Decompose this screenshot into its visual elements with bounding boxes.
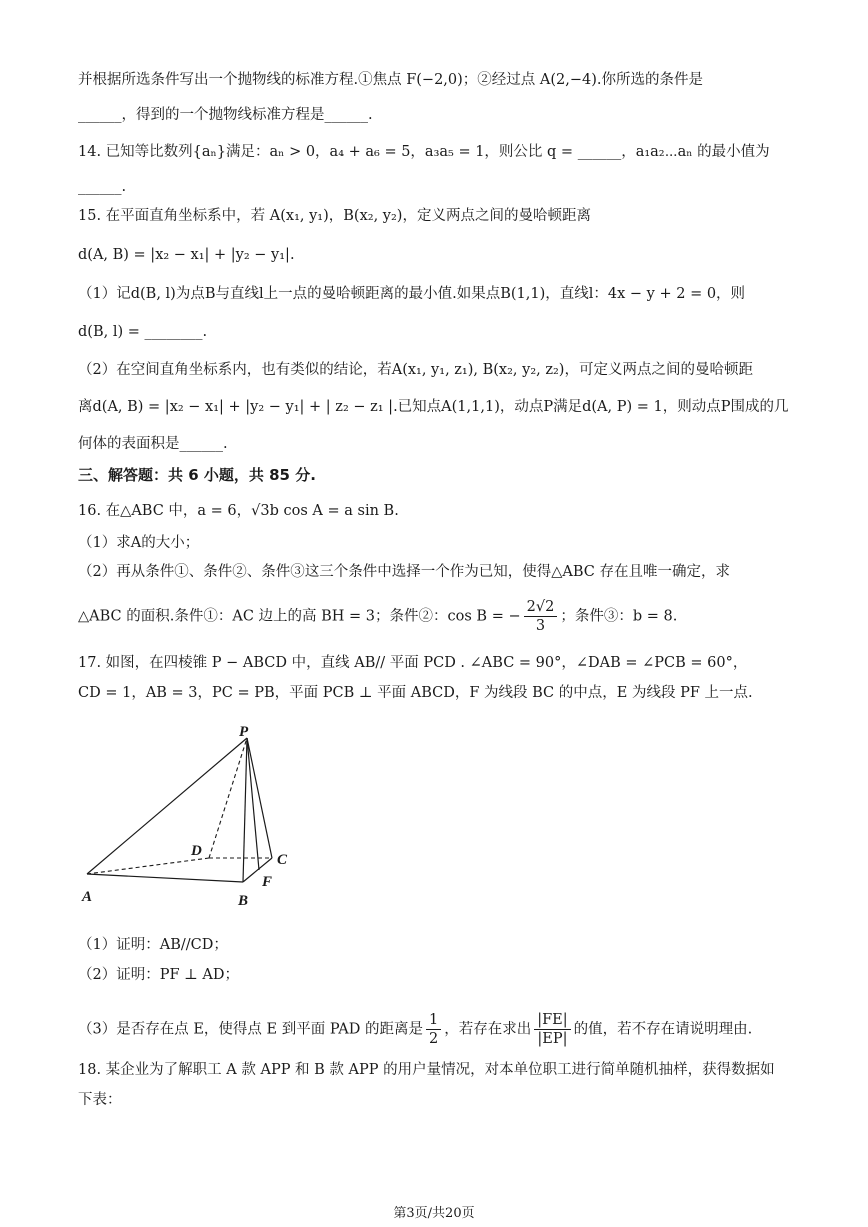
text-line: （1）记d(B, l)为点B与直线l上一点的曼哈顿距离的最小值.如果点B(1,1)，直线l：4x − y + 2 = 0，则 <box>78 286 746 302</box>
text-segment: ；条件③：b = 8. <box>560 608 678 625</box>
text-line-with-fraction <box>78 598 677 635</box>
edge-pa <box>87 738 247 874</box>
text-line: 下表： <box>78 1092 122 1108</box>
problem-16: 16. 在△ABC 中，a = 6，√3b cos A = a sin B. <box>78 503 399 519</box>
text-line: CD = 1，AB = 3，PC = PB，平面 PCB ⊥ 平面 ABCD，F 为线段 BC 的中点，E 为线段 PF 上一点. <box>78 685 753 701</box>
text-line: （1）求A的大小； <box>78 535 200 551</box>
text-line: 并根据所选条件写出一个抛物线的标准方程.①焦点 F(−2,0)；②经过点 A(2,−4).你所选的条件是 <box>78 72 704 88</box>
denominator: 2 <box>428 1031 439 1047</box>
label-f: F <box>262 874 273 890</box>
label-b: B <box>238 893 249 909</box>
edge-pd-hidden <box>209 738 247 858</box>
text-line: （2）证明：PF ⊥ AD； <box>78 967 239 983</box>
numerator: 2√2 <box>524 598 558 617</box>
pyramid-figure <box>78 724 308 914</box>
text-line: 何体的表面积是______. <box>78 436 228 452</box>
problem-14: 14. 已知等比数列{aₙ}满足：aₙ > 0，a₄ + a₆ = 5，a₃a₅ = 1，则公比 q = ______，a₁a₂⋯aₙ 的最小值为 <box>78 144 770 160</box>
text-line: （2）在空间直角坐标系内，也有类似的结论，若A(x₁, y₁, z₁), B(x₂, y₂, z₂)，可定义两点之间的曼哈顿距 <box>78 362 753 378</box>
page-number: 第3页/共20页 <box>393 1206 475 1221</box>
label-p: P <box>239 724 249 740</box>
text-line: ______. <box>78 179 127 195</box>
edge-pb <box>243 738 247 882</box>
fraction <box>426 1011 441 1048</box>
text-segment: 的值，若不存在请说明理由. <box>573 1021 753 1038</box>
edge-ab <box>87 874 243 882</box>
numerator: |FE| <box>534 1011 570 1030</box>
formula-line: d(A, B) = |x₂ − x₁| + |y₂ − y₁|. <box>78 247 295 263</box>
problem-17: 17. 如图，在四棱锥 P − ABCD 中，直线 AB// 平面 PCD . ∠ABC = 90°，∠DAB = ∠PCB = 60°， <box>78 655 748 671</box>
section-heading: 三、解答题：共 6 小题，共 85 分. <box>78 466 316 484</box>
text-line: （1）证明：AB//CD； <box>78 937 228 953</box>
problem-18: 18. 某企业为了解职工 A 款 APP 和 B 款 APP 的用户量情况，对本单位职工进行简单随机抽样，获得数据如 <box>78 1062 775 1078</box>
edge-pc <box>247 738 272 858</box>
formula-line: d(B, l) = ________. <box>78 324 208 340</box>
denominator: |EP| <box>537 1031 568 1047</box>
text-segment: ，若存在求出 <box>444 1021 532 1038</box>
fraction <box>524 598 558 635</box>
text-segment: △ABC 的面积.条件①：AC 边上的高 BH = 3；条件②：cos B = − <box>78 608 521 625</box>
problem-15: 15. 在平面直角坐标系中，若 A(x₁, y₁)，B(x₂, y₂)，定义两点之间的曼哈顿距离 <box>78 208 591 224</box>
text-line: （2）再从条件①、条件②、条件③这三个条件中选择一个作为已知，使得△ABC 存在且唯一确定，求 <box>78 564 730 580</box>
label-c: C <box>277 852 288 868</box>
text-segment: （3）是否存在点 E，使得点 E 到平面 PAD 的距离是 <box>78 1021 423 1038</box>
segment-pf <box>247 738 259 870</box>
label-a: A <box>82 889 93 905</box>
text-line-with-fractions <box>78 1011 752 1048</box>
text-line: ______，得到的一个抛物线标准方程是______. <box>78 107 373 123</box>
label-d: D <box>191 843 202 859</box>
fraction <box>534 1011 570 1048</box>
denominator: 3 <box>535 618 546 634</box>
text-line: 离d(A, B) = |x₂ − x₁| + |y₂ − y₁| + | z₂ − z₁ |.已知点A(1,1,1)，动点P满足d(A, P) = 1，则动点P围成的几 <box>78 399 789 415</box>
numerator: 1 <box>426 1011 441 1030</box>
edge-ad-hidden <box>87 858 209 874</box>
